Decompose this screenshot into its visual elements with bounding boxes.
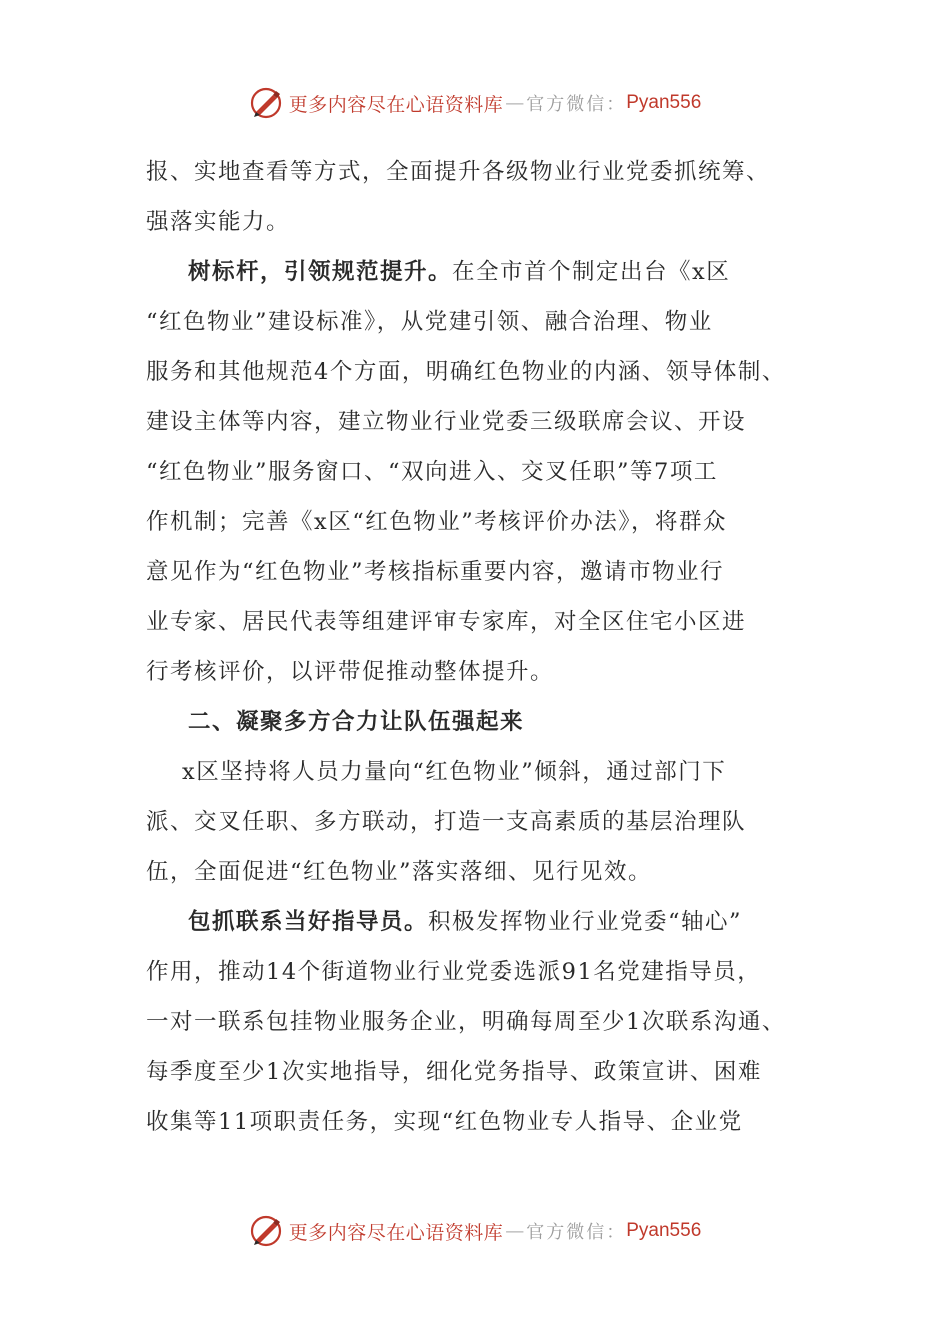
- text-line: 行考核评价，以评带促推动整体提升。: [146, 659, 555, 685]
- text-line: “红色物业”建设标准》，从党建引领、融合治理、物业: [146, 309, 713, 335]
- footer-banner-id: Pyan556: [626, 1220, 702, 1241]
- text-line: 报、实地查看等方式，全面提升各级物业行业党委抓统筹、: [146, 159, 771, 185]
- text-line: 作用，推动14个街道物业行业党委选派91名党建指导员，: [146, 959, 762, 985]
- text-line: 强落实能力。: [146, 209, 291, 235]
- text-line: x区坚持将人员力量向“红色物业”倾斜，通过部门下: [182, 759, 727, 785]
- header-banner: [0, 83, 950, 123]
- pen-logo-icon: [249, 1214, 283, 1248]
- header-banner-separator: —: [505, 92, 525, 114]
- text-line: 派、交叉任职、多方联动，打造一支高素质的基层治理队: [146, 809, 747, 835]
- text-line: 作机制；完善《x区“红色物业”考核评价办法》，将群众: [146, 509, 727, 535]
- text-line: 服务和其他规范4个方面，明确红色物业的内涵、领导体制、: [146, 359, 786, 385]
- text-line: 建设主体等内容，建立物业行业党委三级联席会议、开设: [146, 409, 747, 435]
- pen-logo-icon: [249, 86, 283, 120]
- header-banner-text: 更多内容尽在心语资料库: [288, 93, 504, 116]
- text-line: 在全市首个制定出台《x区: [452, 259, 731, 285]
- paragraph-lead-heading: 树标杆，引领规范提升。: [188, 259, 453, 285]
- header-banner-id: Pyan556: [626, 92, 702, 113]
- paragraph-lead-heading: 包抓联系当好指导员。: [188, 909, 429, 935]
- footer-banner-text: 更多内容尽在心语资料库: [288, 1221, 504, 1244]
- paragraph-with-lead: [146, 897, 826, 947]
- text-line: 业专家、居民代表等组建评审专家库，对全区住宅小区进: [146, 609, 747, 635]
- text-line: “红色物业”服务窗口、“双向进入、交叉任职”等7项工: [146, 459, 718, 485]
- text-line: 一对一联系包挂物业服务企业，明确每周至少1次联系沟通、: [146, 1009, 786, 1035]
- section-heading: 二、凝聚多方合力让队伍强起来: [188, 709, 525, 735]
- footer-banner-separator: —: [505, 1220, 525, 1242]
- header-banner-label: 官方微信：: [526, 94, 627, 115]
- document-body: [146, 147, 826, 1147]
- text-line: 意见作为“红色物业”考核指标重要内容，邀请市物业行: [146, 559, 725, 585]
- text-line: 每季度至少1次实地指导，细化党务指导、政策宣讲、困难: [146, 1059, 762, 1085]
- text-line: 伍，全面促进“红色物业”落实落细、见行见效。: [146, 859, 653, 885]
- paragraph-with-lead: [146, 247, 826, 297]
- footer-banner-label: 官方微信：: [526, 1222, 627, 1243]
- text-line: 收集等11项职责任务，实现“红色物业专人指导、企业党: [146, 1109, 743, 1135]
- footer-banner: [0, 1211, 950, 1251]
- text-line: 积极发挥物业行业党委“轴心”: [428, 909, 743, 935]
